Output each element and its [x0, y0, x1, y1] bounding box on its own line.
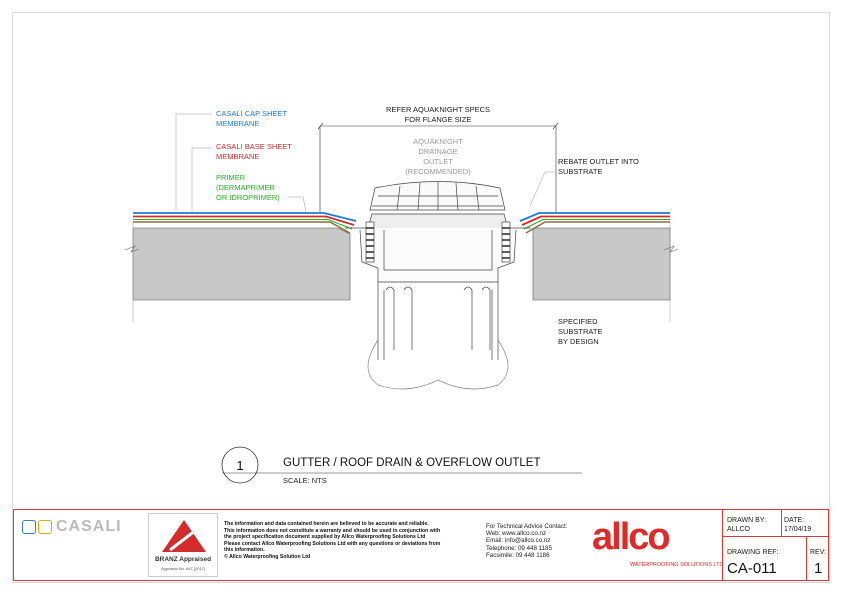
contact-email[interactable]: Email: info@allco.co.nz	[486, 537, 551, 545]
rev-label: REV:	[810, 549, 827, 556]
rev-value: 1	[814, 560, 823, 577]
outlet-label-1: AQUAKNIGHT	[413, 137, 463, 146]
substrate-label-1: SPECIFIED	[558, 317, 598, 326]
allco-logo: allco WATERPROOFING SOLUTIONS LTD	[592, 516, 724, 568]
refer-label-1: REFER AQUAKNIGHT SPECS	[385, 105, 491, 114]
rebate-label-1: REBATE OUTLET INTO	[558, 157, 639, 166]
outlet-label-4: (RECOMMENDED)	[405, 167, 471, 176]
casali-icon-2	[38, 520, 52, 534]
branz-number: Appraisal No. 847 [2017]	[160, 566, 206, 571]
substrate-label-2: SUBSTRATE	[558, 327, 603, 336]
cap-sheet-label-2: MEMBRANE	[216, 119, 260, 128]
outlet-label-2: DRAINAGE	[418, 147, 458, 156]
outlet-label-3: OUTLET	[423, 157, 453, 166]
date-value: 17/04/19	[784, 526, 812, 533]
disclaimer: The information and data contained herein are believed to be accurate and reliable. This information does not constitute a warranty and should be used in conjunction with the project specification document supplied by Allco Waterproofing Solutions Ltd Please contact Allco Waterproofing Solutions Ltd with any questions or deviations from this information. © Allco Waterproofing Solution Ltd	[224, 521, 441, 560]
info-grid	[722, 509, 829, 581]
contact-info: For Technical Advice Contact: Web: www.allco.co.nz Email: info@allco.co.nz Telephone: 09 448 1185 Facsimile: 09 448 1186	[486, 523, 596, 559]
primer-label-3: OR IDROPRIMER)	[216, 193, 280, 202]
drawn-by-label: DRAWN BY:	[727, 517, 767, 524]
primer-label-2: (DERMAPRIMER	[216, 183, 275, 192]
contact-web[interactable]: Web: www.allco.co.nz	[486, 530, 547, 538]
drawn-by-value: ALLCO	[727, 526, 750, 533]
detail-scale: SCALE: NTS	[283, 476, 327, 485]
rebate-label-2: SUBSTRATE	[558, 167, 603, 176]
substrate-left	[133, 228, 350, 300]
date-label: DATE:	[784, 517, 805, 524]
branz-name: BRANZ Appraised	[154, 556, 212, 563]
base-sheet-label-2: MEMBRANE	[216, 152, 260, 161]
drawing-ref-label: DRAWING REF:	[727, 549, 779, 556]
detail-number: 1	[236, 458, 244, 473]
casali-logo: CASALI	[22, 517, 122, 537]
drain-outlet	[345, 182, 531, 390]
casali-icon	[22, 520, 36, 534]
cap-sheet-label-1: CASALI CAP SHEET	[216, 109, 288, 118]
substrate-label-3: BY DESIGN	[558, 337, 599, 346]
primer-label-1: PRIMER	[216, 173, 246, 182]
branz-logo	[148, 513, 218, 577]
base-sheet-label-1: CASALI BASE SHEET	[216, 142, 292, 151]
detail-title: GUTTER / ROOF DRAIN & OVERFLOW OUTLET	[283, 457, 541, 469]
substrate-right	[533, 228, 670, 300]
drawing-ref-value: CA-011	[727, 560, 777, 577]
refer-label-2: FOR FLANGE SIZE	[404, 115, 472, 124]
